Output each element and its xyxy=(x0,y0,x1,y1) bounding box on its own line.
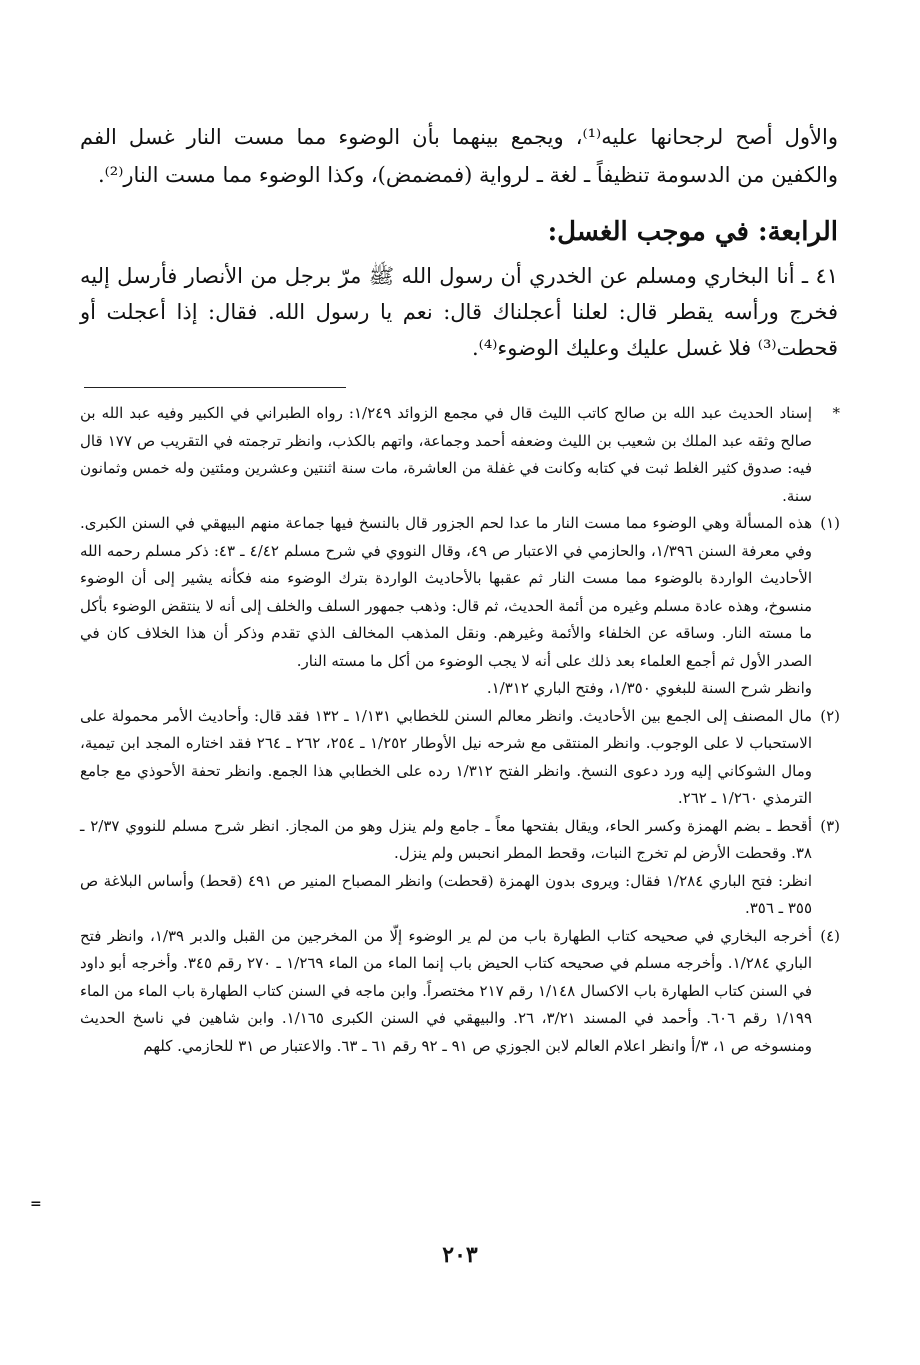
opening-paragraph: والأول أصح لرجحانها عليه⁽¹⁾، ويجمع بينهما بأن الوضوء مما مست النار غسل الفم والكفين من الدسومة تنظيفاً ـ لغة ـ لرواية (فمضمض)، وكذا الوضوء مما مست النار⁽²⁾. xyxy=(80,125,838,187)
footnote-2 xyxy=(80,703,840,813)
footnote-label: (٣) xyxy=(820,816,840,835)
footnote-label: * xyxy=(832,404,840,422)
footnote-label: (٢) xyxy=(820,706,840,725)
footnotes xyxy=(80,400,840,1060)
continuation-mark: = xyxy=(30,1196,42,1212)
page-number: ٢٠٣ xyxy=(442,1242,478,1268)
footnote-1-continuation xyxy=(80,675,840,703)
main-text xyxy=(80,118,838,194)
footnote-label: (٤) xyxy=(820,926,840,945)
footnote-text: وانظر شرح السنة للبغوي ١/٣٥٠، وفتح الباري ١/٣١٢. xyxy=(486,679,812,697)
footnote-1 xyxy=(80,510,840,675)
footnote-3-continuation xyxy=(80,868,840,923)
footnote-separator xyxy=(84,387,346,388)
footnote-3 xyxy=(80,813,840,868)
footnote-label: (١) xyxy=(820,514,840,532)
hadith-text: ٤١ ـ أنا البخاري ومسلم عن الخدري أن رسول الله ﷺ مرّ برجل من الأنصار فأرسل إليه فخرج ورأسه يقطر قال: لعلنا أعجلناك قال: نعم يا رسول الله. فقال: إذا أعجلت أو قحطت⁽³⁾ فلا غسل عليك وعليك الوضوء⁽⁴⁾. xyxy=(80,264,838,360)
footnote-text: انظر: فتح الباري ١/٢٨٤ فقال: ويروى بدون الهمزة (قحطت) وانظر المصباح المنير ص ٤٩١ (قحط) وأساس البلاغة ص ٣٥٥ ـ ٣٥٦. xyxy=(80,871,812,917)
footnote-text: أقحط ـ بضم الهمزة وكسر الحاء، ويقال بفتحها معاً ـ جامع ولم ينزل وهو من المجاز. انظر شرح مسلم للنووي ٢/٣٧ ـ ٣٨. وقحطت الأرض لم تخرج النبات، وقحط المطر انحبس ولم ينزل. xyxy=(80,816,812,862)
footnote-text: هذه المسألة وهي الوضوء مما مست النار ما عدا لحم الجزور قال بالنسخ فيها جماعة منهم البيهقي في السنن الكبرى. وفي معرفة السنن ١/٣٩٦، والحازمي في الاعتبار ص ٤٩، وقال النووي في شرح مسلم ٤/٤٢ ـ ٤٣: ذكر مسلم رحمه الله الأحاديث الواردة بالوضوء مما مست النار ثم عقبها بالأحاديث الواردة بترك الوضوء منه فكأنه يشير إلى أن الوضوء منسوخ، وهذه عادة مسلم وغيره من أئمة الحديث، ثم قال: وذهب جمهور السلف والخلف إلى أنه لا ينتقض الوضوء بأكل ما مسته النار. وساقه عن الخلفاء والأئمة وغيرهم. ونقل المذهب المخالف الذي تقدم وذكر أن هذا الخلاف كان في الصدر الأول ثم أجمع العلماء بعد ذلك على أنه لا يجب الوضوء من أكل ما مسته النار. xyxy=(80,514,813,670)
hadith-block xyxy=(80,258,838,366)
footnote-star xyxy=(80,400,840,510)
footnote-text: إسناد الحديث عبد الله بن صالح كاتب الليث قال في مجمع الزوائد ١/٢٤٩: رواه الطبراني في الكبير وفيه عبد الله بن صالح وثقه عبد الملك بن شعيب بن الليث وضعفه أحمد وجماعة، واتهم بالكذب، وانظر ترجمته في التقريب ص ١٧٧ قال فيه: صدوق كثير الغلط ثبت في كتابه وكانت في غفلة من العاشرة، مات سنة اثنتين وعشرين ومئتين وله خمس وثمانون سنة. xyxy=(80,404,812,505)
footnote-text: مال المصنف إلى الجمع بين الأحاديث. وانظر معالم السنن للخطابي ١/١٣١ ـ ١٣٢ فقد قال: وأحاديث الأمر محمولة على الاستحباب لا على الوجوب. وانظر المنتقى مع شرحه نيل الأوطار ١/٢٥٢ ـ ٢٥٤، ٢٦٢ ـ ٢٦٤ فقد اختاره المجد ابن تيمية، ومال الشوكاني إليه ورد دعوى النسخ. وانظر الفتح ١/٣١٢ رده على الخطابي هذا الجمع. وانظر تحفة الأحوذي مع جامع الترمذي ١/٢٦٠ ـ ٢٦٢. xyxy=(80,706,813,807)
footnote-4 xyxy=(80,923,840,1061)
footnote-text: أخرجه البخاري في صحيحه كتاب الطهارة باب من لم ير الوضوء إلّا من المخرجين من القبل والدبر ١/٣٩، وانظر فتح الباري ١/٢٨٤. وأخرجه مسلم في صحيحه كتاب الحيض باب إنما الماء من الماء ١/٢٦٩ ـ ٢٧٠ رقم ٣٤٥. وأخرجه أبو داود في السنن كتاب الطهارة باب الاكسال ١/١٤٨ رقم ٢١٧ مختصراً. وابن ماجه في السنن كتاب الطهارة باب الماء من الماء ١/١٩٩ رقم ٦٠٦. وأحمد في المسند ٣/٢١، ٢٦. والبيهقي في السنن الكبرى ١/١٦٥. وابن شاهين في ناسخ الحديث ومنسوخه ص ١، ٣/أ وانظر اعلام العالم لابن الجوزي ص ٩١ ـ ٩٢ رقم ٦١ ـ ٦٣. والاعتبار ص ٣١ للحازمي. كلهم xyxy=(80,926,813,1055)
section-heading: الرابعة: في موجب الغسل: xyxy=(547,217,838,247)
